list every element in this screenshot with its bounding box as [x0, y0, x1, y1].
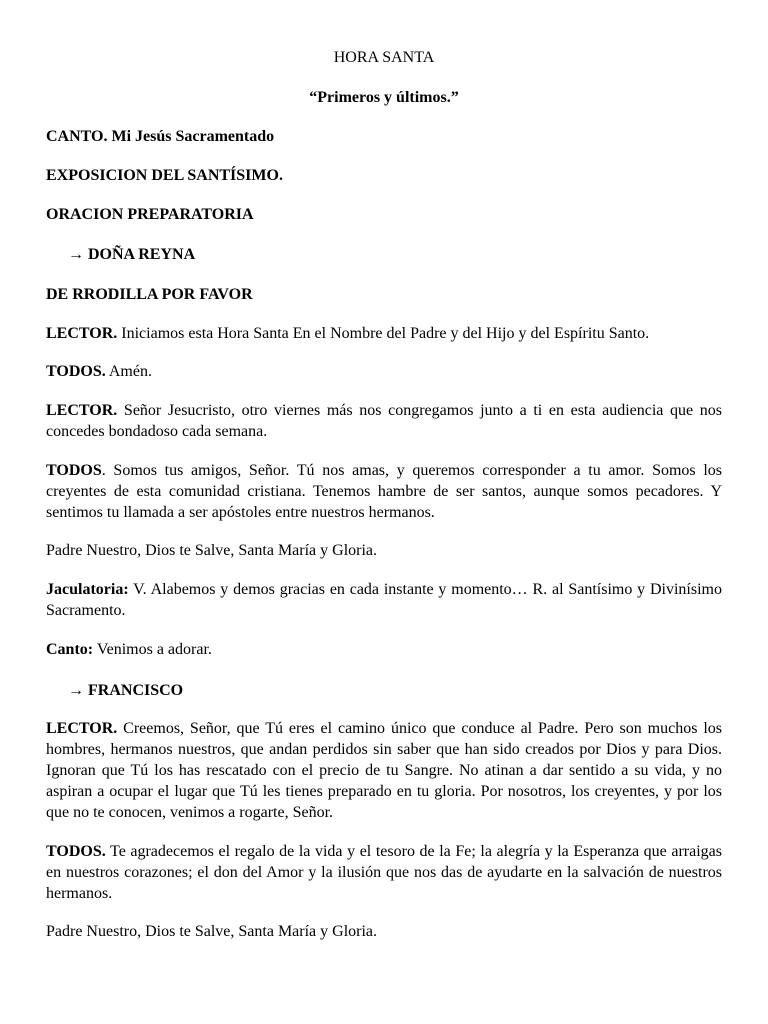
paragraph-jaculatoria	[46, 579, 722, 621]
paragraph-text: Iniciamos esta Hora Santa En el Nombre del Padre y del Hijo y del Espíritu Santo.	[117, 325, 650, 342]
role-label: Canto:	[46, 641, 94, 658]
speaker-name: FRANCISCO	[88, 682, 184, 699]
heading-oracion-preparatoria: ORACION PREPARATORIA	[46, 206, 254, 223]
arrow-icon: →	[68, 246, 84, 263]
paragraph-canto	[46, 639, 722, 660]
role-label: LECTOR.	[46, 402, 118, 419]
paragraph-text: . Somos tus amigos, Señor. Tú nos amas, y queremos corresponder a tu amor. Somos los creyentes de esta comunidad cristiana. Tenemos hambre de ser santos, aunque somos pecadores. Y sentimos tu llamada a ser apóstoles entre nuestros hermanos.	[46, 462, 722, 521]
page-subtitle: “Primeros y últimos.”	[309, 89, 459, 106]
paragraph-todos-3	[46, 841, 722, 904]
paragraph-text: Venimos a adorar.	[93, 641, 212, 658]
paragraph-todos-2	[46, 460, 722, 523]
paragraph-text: Creemos, Señor, que Tú eres el camino único que conduce al Padre. Pero son muchos los hombres, hermanos nuestros, que andan perdidos sin saber que han sido creados por Dios y para Dios. Ignoran que Tú los has rescatado con el precio de tu Sangre. No atinan a dar sentido a su vida, y no aspiran a ocupar el lugar que Tú les tienes preparado en tu gloria. Por nosotros, los creyentes, y por los que no te conocen, venimos a rogarte, Señor.	[46, 720, 722, 821]
paragraph-lector-2	[46, 400, 722, 442]
heading-rodilla: DE RRODILLA POR FAVOR	[46, 286, 253, 303]
paragraph-text: V. Alabemos y demos gracias en cada instante y momento… R. al Santísimo y Divinísimo Sacramento.	[46, 581, 722, 619]
paragraph-lector-1	[46, 323, 722, 344]
speaker-line-1	[68, 244, 744, 265]
prayer-line-1: Padre Nuestro, Dios te Salve, Santa María y Gloria.	[46, 542, 378, 559]
role-label: TODOS.	[46, 843, 106, 860]
paragraph-text: Señor Jesucristo, otro viernes más nos congregamos junto a ti en esta audiencia que nos concedes bondadoso cada semana.	[46, 402, 722, 440]
role-label: LECTOR.	[46, 325, 118, 342]
role-label: Jaculatoria:	[46, 581, 129, 598]
heading-exposicion: EXPOSICION DEL SANTÍSIMO.	[46, 167, 283, 184]
heading-canto: CANTO. Mi Jesús Sacramentado	[46, 128, 275, 145]
page-title: HORA SANTA	[333, 49, 435, 66]
arrow-icon: →	[68, 682, 84, 699]
speaker-line-2	[68, 680, 744, 701]
role-label: TODOS	[46, 462, 102, 479]
paragraph-text: Te agradecemos el regalo de la vida y el tesoro de la Fe; la alegría y la Esperanza que arraigas en nuestros corazones; el don del Amor y la ilusión que nos das de ayudarte en la salvación de nuestros hermanos.	[46, 843, 722, 902]
paragraph-todos-1	[46, 361, 722, 382]
role-label: TODOS.	[46, 363, 106, 380]
role-label: LECTOR.	[46, 720, 118, 737]
speaker-name: DOÑA REYNA	[88, 246, 196, 263]
paragraph-lector-3	[46, 718, 722, 823]
prayer-line-2: Padre Nuestro, Dios te Salve, Santa María y Gloria.	[46, 923, 378, 940]
paragraph-text: Amén.	[105, 363, 152, 380]
